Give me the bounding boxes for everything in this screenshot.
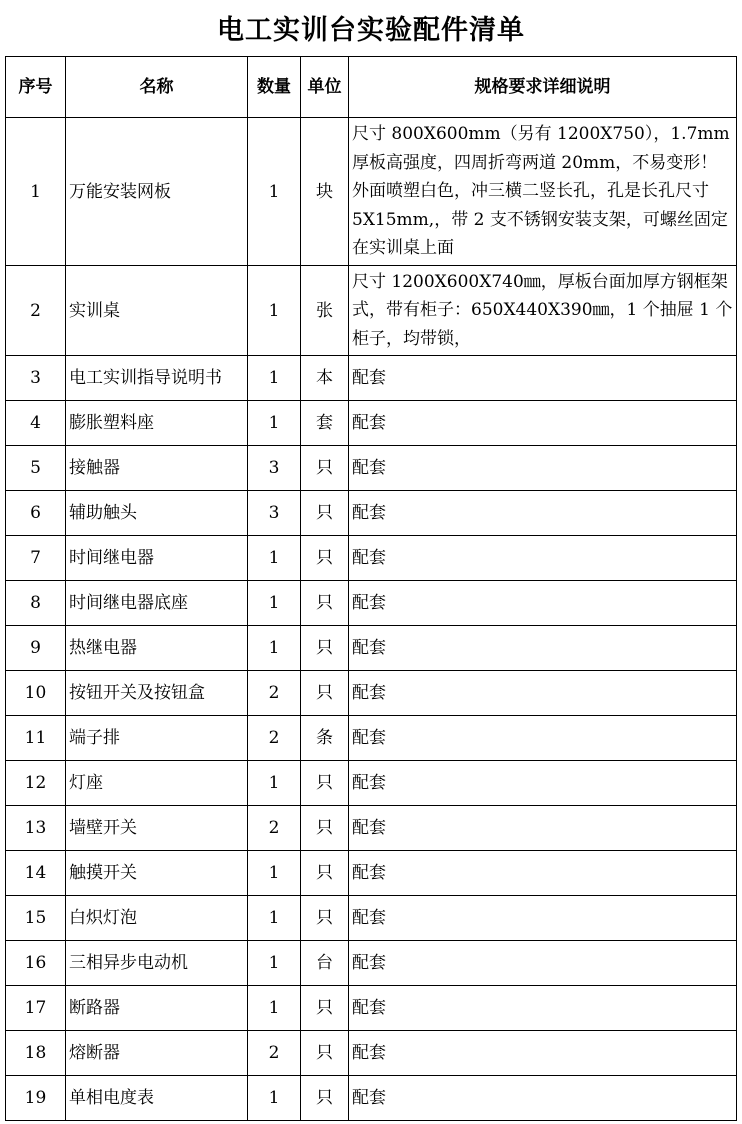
row-name: 灯座 — [66, 761, 248, 806]
table-row — [6, 896, 737, 941]
parts-table — [5, 56, 737, 1121]
row-quantity: 1 — [248, 1076, 301, 1121]
row-quantity: 1 — [248, 118, 301, 266]
row-unit: 块 — [301, 118, 349, 266]
row-unit: 只 — [301, 761, 349, 806]
row-quantity: 1 — [248, 986, 301, 1031]
row-spec: 配套 — [349, 851, 737, 896]
table-row — [6, 446, 737, 491]
row-unit: 只 — [301, 851, 349, 896]
row-spec: 配套 — [349, 356, 737, 401]
header-unit: 单位 — [301, 57, 349, 118]
row-spec: 配套 — [349, 941, 737, 986]
row-unit: 只 — [301, 806, 349, 851]
row-number: 6 — [6, 491, 66, 536]
row-name: 三相异步电动机 — [66, 941, 248, 986]
header-no: 序号 — [6, 57, 66, 118]
row-number: 19 — [6, 1076, 66, 1121]
row-number: 4 — [6, 401, 66, 446]
row-name: 辅助触头 — [66, 491, 248, 536]
row-quantity: 3 — [248, 446, 301, 491]
row-quantity: 2 — [248, 716, 301, 761]
row-spec: 配套 — [349, 671, 737, 716]
table-row — [6, 1076, 737, 1121]
row-number: 7 — [6, 536, 66, 581]
row-name: 时间继电器 — [66, 536, 248, 581]
row-name: 熔断器 — [66, 1031, 248, 1076]
row-name: 膨胀塑料座 — [66, 401, 248, 446]
row-number: 15 — [6, 896, 66, 941]
row-name: 万能安装网板 — [66, 118, 248, 266]
row-quantity: 1 — [248, 401, 301, 446]
row-number: 16 — [6, 941, 66, 986]
row-quantity: 2 — [248, 671, 301, 716]
row-quantity: 1 — [248, 761, 301, 806]
table-row — [6, 266, 737, 356]
table-body — [6, 118, 737, 1121]
row-quantity: 2 — [248, 1031, 301, 1076]
table-row — [6, 491, 737, 536]
table-row — [6, 986, 737, 1031]
row-spec: 配套 — [349, 581, 737, 626]
row-number: 13 — [6, 806, 66, 851]
row-spec: 配套 — [349, 446, 737, 491]
table-row — [6, 716, 737, 761]
row-unit: 台 — [301, 941, 349, 986]
row-unit: 只 — [301, 1076, 349, 1121]
row-unit: 只 — [301, 1031, 349, 1076]
header-name: 名称 — [66, 57, 248, 118]
row-number: 9 — [6, 626, 66, 671]
row-unit: 只 — [301, 536, 349, 581]
row-unit: 只 — [301, 581, 349, 626]
row-number: 18 — [6, 1031, 66, 1076]
row-number: 17 — [6, 986, 66, 1031]
row-name: 时间继电器底座 — [66, 581, 248, 626]
row-name: 触摸开关 — [66, 851, 248, 896]
row-name: 墙壁开关 — [66, 806, 248, 851]
row-spec: 配套 — [349, 716, 737, 761]
row-number: 8 — [6, 581, 66, 626]
row-unit: 本 — [301, 356, 349, 401]
row-number: 5 — [6, 446, 66, 491]
row-quantity: 1 — [248, 266, 301, 356]
row-name: 按钮开关及按钮盒 — [66, 671, 248, 716]
table-row — [6, 401, 737, 446]
row-name: 端子排 — [66, 716, 248, 761]
row-unit: 套 — [301, 401, 349, 446]
table-row — [6, 1031, 737, 1076]
row-name: 实训桌 — [66, 266, 248, 356]
table-row — [6, 356, 737, 401]
row-quantity: 1 — [248, 851, 301, 896]
row-unit: 只 — [301, 671, 349, 716]
row-name: 热继电器 — [66, 626, 248, 671]
row-number: 3 — [6, 356, 66, 401]
row-spec: 配套 — [349, 1031, 737, 1076]
row-number: 12 — [6, 761, 66, 806]
row-name: 断路器 — [66, 986, 248, 1031]
row-unit: 只 — [301, 626, 349, 671]
row-quantity: 1 — [248, 356, 301, 401]
row-quantity: 1 — [248, 536, 301, 581]
row-spec: 配套 — [349, 986, 737, 1031]
row-quantity: 2 — [248, 806, 301, 851]
table-row — [6, 581, 737, 626]
row-quantity: 1 — [248, 626, 301, 671]
row-spec: 尺寸 800X600mm（另有 1200X750），1.7mm 厚板高强度，四周折弯两道 20mm，不易变形！外面喷塑白色，冲三横二竖长孔，孔是长孔尺寸 5X15mm,，带 2 支不锈钢安装支架，可螺丝固定在实训桌上面 — [349, 118, 737, 266]
page-title: 电工实训台实验配件清单 — [217, 15, 525, 46]
row-unit: 只 — [301, 986, 349, 1031]
row-number: 10 — [6, 671, 66, 716]
row-quantity: 3 — [248, 491, 301, 536]
row-number: 14 — [6, 851, 66, 896]
row-spec: 配套 — [349, 536, 737, 581]
row-number: 2 — [6, 266, 66, 356]
row-spec: 配套 — [349, 761, 737, 806]
table-row — [6, 626, 737, 671]
row-number: 11 — [6, 716, 66, 761]
row-spec: 配套 — [349, 401, 737, 446]
row-name: 单相电度表 — [66, 1076, 248, 1121]
table-row — [6, 671, 737, 716]
row-quantity: 1 — [248, 896, 301, 941]
header-spec: 规格要求详细说明 — [349, 57, 737, 118]
row-spec: 尺寸 1200X600X740㎜，厚板台面加厚方钢框架式，带有柜子：650X440X390㎜，1 个抽屉 1 个柜子，均带锁， — [349, 266, 737, 356]
row-unit: 张 — [301, 266, 349, 356]
row-number: 1 — [6, 118, 66, 266]
table-row — [6, 941, 737, 986]
row-spec: 配套 — [349, 626, 737, 671]
table-row — [6, 851, 737, 896]
row-quantity: 1 — [248, 581, 301, 626]
table-row — [6, 118, 737, 266]
row-name: 白炽灯泡 — [66, 896, 248, 941]
row-quantity: 1 — [248, 941, 301, 986]
header-row — [6, 57, 737, 118]
row-unit: 只 — [301, 491, 349, 536]
row-spec: 配套 — [349, 1076, 737, 1121]
row-spec: 配套 — [349, 806, 737, 851]
row-spec: 配套 — [349, 896, 737, 941]
table-row — [6, 761, 737, 806]
table-row — [6, 806, 737, 851]
row-unit: 只 — [301, 896, 349, 941]
table-row — [6, 536, 737, 581]
row-name: 电工实训指导说明书 — [66, 356, 248, 401]
row-unit: 只 — [301, 446, 349, 491]
row-unit: 条 — [301, 716, 349, 761]
row-name: 接触器 — [66, 446, 248, 491]
row-spec: 配套 — [349, 491, 737, 536]
header-qty: 数量 — [248, 57, 301, 118]
